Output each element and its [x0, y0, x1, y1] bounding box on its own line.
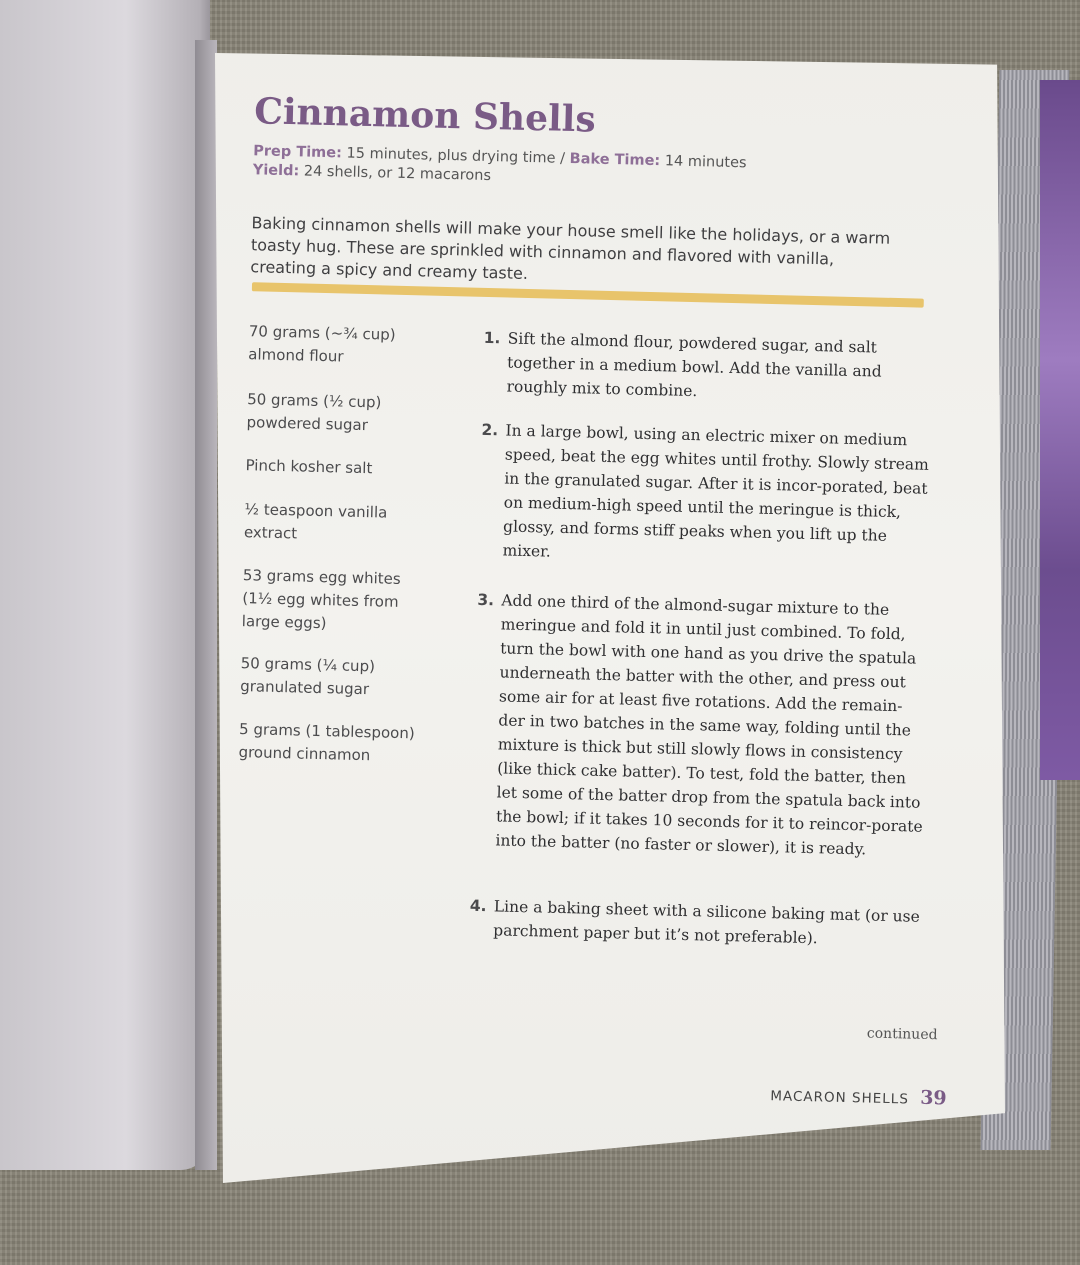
bake-time-value: 14 minutes [664, 153, 747, 172]
page-content [220, 80, 975, 1128]
ingredient-item: ½ teaspoon vanilla extract [243, 500, 388, 543]
ingredient-item: 70 grams (~¾ cup) almond flour [248, 322, 396, 366]
step-text: Add one third of the almond-sugar mixture to the meringue and fold it in until just combined. To fold, turn the bowl with one hand as you drive the spatula underneath the batter with the other, and press out some air for at least five rotations. Add the remain-der in two batches in the same way, folding until the mixture is thick but still slowly flows in consistency (like thick cake batter). To test, fold the batter, then let some of the batter drop from the spatula back into the bowl; if it takes 10 seconds for it to reincor-porate into the batter (no faster or slower), it is ready. [495, 591, 923, 859]
step-item [471, 588, 931, 863]
section-name: MACARON SHELLS [770, 1088, 910, 1108]
ingredient-item: 50 grams (½ cup) powdered sugar [246, 390, 382, 435]
step-item [469, 894, 924, 953]
left-page [0, 0, 210, 1170]
recipe-meta [253, 142, 747, 192]
step-number: 1. [483, 328, 501, 348]
ingredient-item: 53 grams egg whites (1½ egg whites from large eggs) [241, 566, 401, 633]
step-text: Line a baking sheet with a silicone baking mat (or use parchment paper but it’s not preferable). [493, 897, 920, 948]
bake-time-label: Bake Time: [569, 150, 661, 170]
step-item [482, 326, 938, 409]
page-number: 39 [919, 1086, 947, 1110]
continued-note: continued [866, 1025, 938, 1044]
step-number: 4. [469, 896, 487, 916]
background-object [1040, 80, 1080, 780]
ingredient-item: 50 grams (¼ cup) granulated sugar [239, 654, 376, 699]
ingredient-list [238, 320, 429, 765]
yield-value: 24 shells, or 12 macarons [303, 163, 492, 185]
ingredient-item: 5 grams (1 tablespoon) ground cinnamon [238, 720, 415, 765]
recipe-title: Cinnamon Shells [253, 90, 597, 141]
prep-time-value: 15 minutes, plus drying time / [346, 145, 566, 167]
yield-label: Yield: [252, 162, 300, 180]
step-number: 3. [477, 590, 495, 610]
recipe-intro: Baking cinnamon shells will make your house smell like the holidays, or a warm toasty hug. These are sprinkled with cinnamon and flavored with vanilla, creating a spicy and creamy taste. [250, 213, 891, 283]
step-list [469, 326, 930, 948]
page-footer [770, 1083, 947, 1109]
step-text: Sift the almond flour, powdered sugar, and salt together in a medium bowl. Add the vanilla and roughly mix to combine. [506, 329, 882, 401]
book-spine [195, 40, 217, 1170]
ingredient-item: Pinch kosher salt [245, 456, 373, 478]
step-number: 2. [481, 420, 499, 440]
prep-time-label: Prep Time: [253, 143, 343, 162]
step-item [478, 418, 935, 573]
step-text: In a large bowl, using an electric mixer on medium speed, beat the egg whites until frothy. Slowly stream in the granulated sugar. After it is incor-porated, beat on medium-high speed until the meringue is thick, glossy, and forms stiff peaks when you lift up the mixer. [502, 421, 930, 561]
